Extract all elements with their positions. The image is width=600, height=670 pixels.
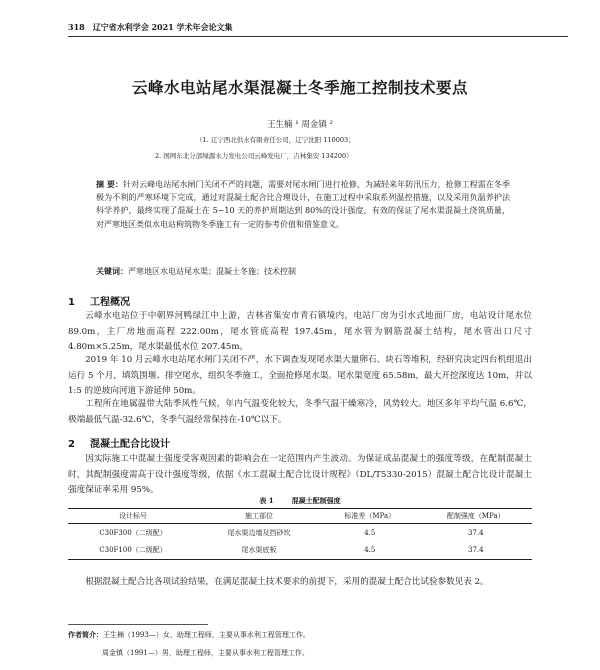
table-cell: 37.4	[468, 546, 484, 555]
paragraph: 工程所在地属温带大陆季风性气候，年内气温变化较大，冬季气温干燥寒冷，风势较大。地区多年平均气温 6.6℃，极端最低气温-32.6℃，冬季气温经常保持在-10℃以下。	[68, 399, 532, 425]
paragraph: 因实际施工中混凝土强度受客观因素的影响会在一定范围内产生波动。为保证成品混凝土的强度等级，在配制混凝土时，其配制强度需高于设计强度等级，依据《水工混凝土配合比设计规程》（DL/T5330-2015）混凝土配合比设计混凝土强度保证率采用 95%。	[68, 454, 532, 496]
section-number: 2	[68, 439, 75, 450]
running-header	[68, 22, 568, 37]
section-heading-1	[68, 293, 130, 308]
table-header-row	[68, 509, 532, 524]
keywords-label: 关键词：	[96, 267, 128, 276]
abstract	[96, 178, 510, 231]
paragraph: 根据混凝土配合比各项试验结果，在满足混凝土技术要求的前提下，采用的混凝土配合比试验参数见表 2。	[85, 577, 489, 587]
paragraph: 2019 年 10 月云峰水电站尾水闸门关闭不严，水下调查发现尾水渠大量卵石、块石等堆积，经研究决定四台机组退出运行 5 个月，填筑围堰、排空尾水，组织冬季施工，全面抢修尾水渠。尾水渠宽度 65.58m，最大开挖深度达 10m，并以 1:5 的逆坡向河道下游延伸 50m。	[68, 355, 532, 397]
table-number: 表 1	[259, 496, 274, 505]
column-header: 配制强度（MPa）	[446, 512, 505, 521]
author-note-text: 王生楠（1993—）女，助理工程师，主要从事水利工程管理工作。	[103, 631, 310, 639]
column-header: 设计标号	[119, 512, 148, 521]
section-title: 工程概况	[90, 297, 130, 308]
column-header: 施工部位	[245, 512, 274, 521]
paragraph: 云峰水电站位于中朝界河鸭绿江中上游，吉林省集安市青石镇境内，电站厂房为引水式地面厂房，电站设计尾水位 89.0m，主厂房地面高程 222.00m，尾水管底高程 197.45m，尾水管为钢筋混凝土结构，尾水管出口尺寸 4.80m×5.25m，尾水渠最低水位 207.45m。	[68, 311, 532, 353]
table-title: 混凝土配制强度	[291, 496, 341, 505]
table-row	[68, 542, 532, 560]
keywords-text: 严寒地区水电站尾水渠；混凝土冬施；技术控制	[128, 267, 296, 276]
paper-title: 云峰水电站尾水渠混凝土冬季施工控制技术要点	[131, 79, 468, 97]
mix-strength-table	[68, 508, 532, 560]
affiliation-2: 2. 国网东北分部绿源水力发电公司云峰发电厂，吉林集安 134200）	[155, 152, 353, 160]
abstract-text: 针对云峰电站尾水闸门关闭不严的问题，需要对尾水闸门进行抢修，为减轻来年防汛压力，抢修工程需在冬季极为不利的严寒环境下完成，通过对混凝土配合比合理设计，在施工过程中采取系列温控措施，以及采用负温养护法科学养护，最终实现了混凝土在 5~10 天的养护周期达到 80%的设计强度，有效的保证了尾水渠混凝土浇筑质量，对严寒地区类似水电站枸筑物冬季施工有一定的参考价值和借鉴意义。	[96, 180, 510, 229]
table-row	[68, 524, 532, 542]
table-cell: 尾水渠底板	[241, 546, 277, 555]
affiliation-1: （1. 辽宁西北供水有限责任公司，辽宁沈阳 110003；	[196, 136, 355, 144]
table-cell: 4.5	[364, 529, 376, 538]
table-cell: 37.4	[468, 529, 484, 538]
author-note-2: 周金镇（1991—）男，助理工程师，主要从事水利工程管理工作。	[102, 649, 309, 657]
section-title: 混凝土配合比设计	[90, 439, 170, 450]
author-note-1	[68, 630, 310, 640]
table-caption	[0, 496, 600, 506]
keywords	[96, 266, 510, 277]
section-heading-2	[68, 435, 170, 450]
table-cell: C30F100（二级配）	[99, 546, 167, 555]
table-cell: C30F300（二级配）	[99, 529, 167, 538]
table-cell: 4.5	[364, 546, 376, 555]
journal-name: 辽宁省水利学会 2021 学术年会论文集	[92, 22, 233, 32]
table-cell: 尾水渠边墙及挡砂坎	[227, 529, 291, 538]
column-header: 标准差（MPa）	[344, 512, 396, 521]
author-note-label: 作者简介：	[68, 631, 103, 639]
abstract-label: 摘 要：	[96, 180, 124, 189]
paper-authors: 王生楠 ¹ 周金镇 ²	[267, 120, 333, 130]
page-number: 318	[68, 22, 85, 32]
section-number: 1	[68, 297, 75, 308]
footnote-divider	[68, 624, 208, 625]
